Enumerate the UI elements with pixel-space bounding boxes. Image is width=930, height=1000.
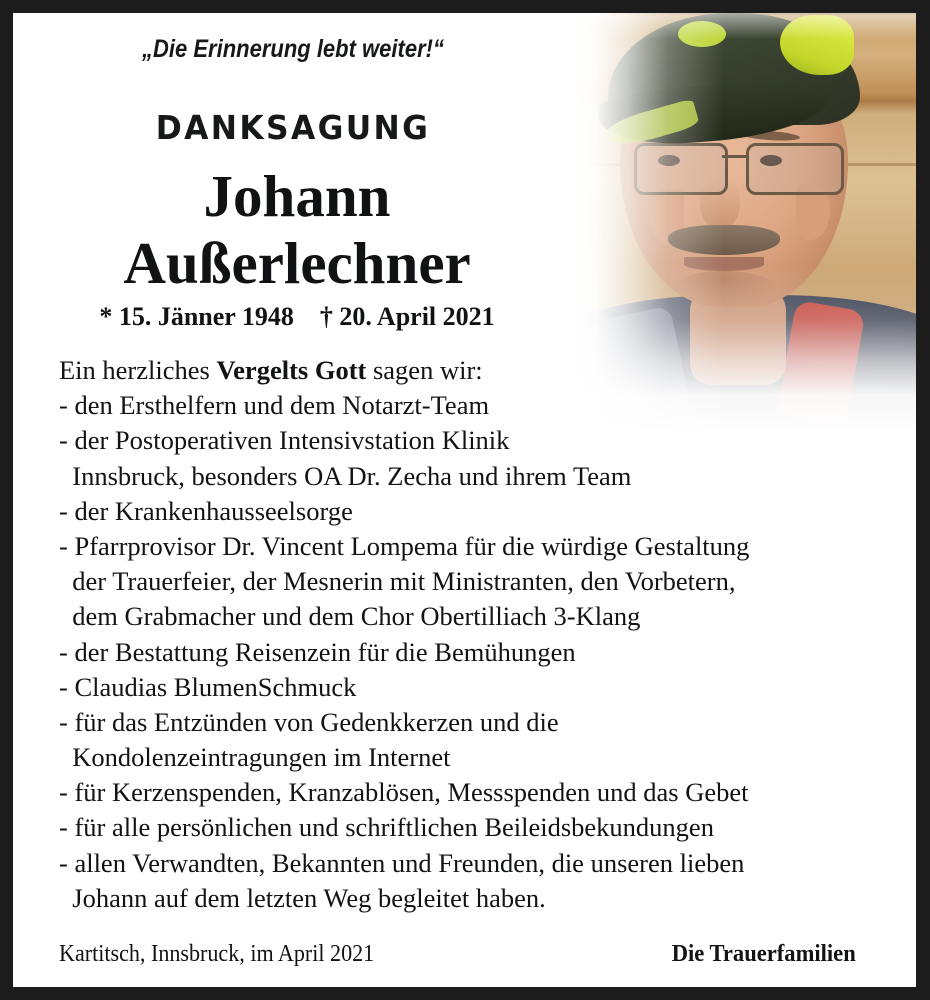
page-title: DANKSAGUNG	[155, 108, 431, 147]
thanks-line: dem Grabmacher und dem Chor Obertilliach 3-Klang	[59, 601, 641, 632]
thanks-line: - der Bestattung Reisenzein für die Bemühungen	[59, 636, 576, 667]
notice-footer	[59, 941, 870, 968]
thanks-line: der Trauerfeier, der Mesnerin mit Ministranten, den Vorbetern,	[59, 566, 736, 597]
thanks-line: - den Ersthelfern und dem Notarzt-Team	[59, 390, 490, 421]
thanks-intro-emphasis: Vergelts Gott	[216, 355, 367, 385]
deceased-name	[13, 163, 581, 296]
thanks-line: - der Postoperativen Intensivstation Klinik	[59, 425, 510, 456]
deceased-first-name: Johann	[203, 163, 391, 229]
thanks-line: - allen Verwandten, Bekannten und Freunden, die unseren lieben	[59, 847, 745, 878]
thanks-line: - für alle persönlichen und schriftlichen Beileidsbekundungen	[59, 812, 714, 843]
thanks-line: Innsbruck, besonders OA Dr. Zecha und ihrem Team	[59, 460, 632, 491]
thanks-intro-line	[59, 353, 889, 388]
deceased-last-name: Außerlechner	[123, 230, 471, 296]
birth-death-dates: * 15. Jänner 1948 † 20. April 2021	[99, 302, 495, 331]
thanks-line: - Pfarrprovisor Dr. Vincent Lompema für die würdige Gestaltung	[59, 530, 750, 561]
notice-inner-paper	[13, 13, 916, 987]
memorial-quote: „Die Erinnerung lebt weiter!“	[142, 35, 444, 63]
thanks-line: - für das Entzünden von Gedenkkerzen und die	[59, 706, 559, 737]
footer-place-date: Kartitsch, Innsbruck, im April 2021	[59, 941, 375, 967]
thanks-line: - für Kerzenspenden, Kranzablösen, Messspenden und das Gebet	[59, 777, 749, 808]
thanks-body	[59, 353, 889, 916]
thanks-intro-prefix: Ein herzliches	[59, 355, 217, 385]
footer-signature: Die Trauerfamilien	[671, 941, 856, 967]
thanks-line: - der Krankenhausseelsorge	[59, 495, 353, 526]
thanks-line: Johann auf dem letzten Weg begleitet haben.	[59, 882, 546, 913]
thanks-line: Kondolenzeintragungen im Internet	[59, 742, 451, 773]
thanks-intro-suffix: sagen wir:	[366, 355, 483, 385]
thanks-line: - Claudias BlumenSchmuck	[59, 671, 357, 702]
